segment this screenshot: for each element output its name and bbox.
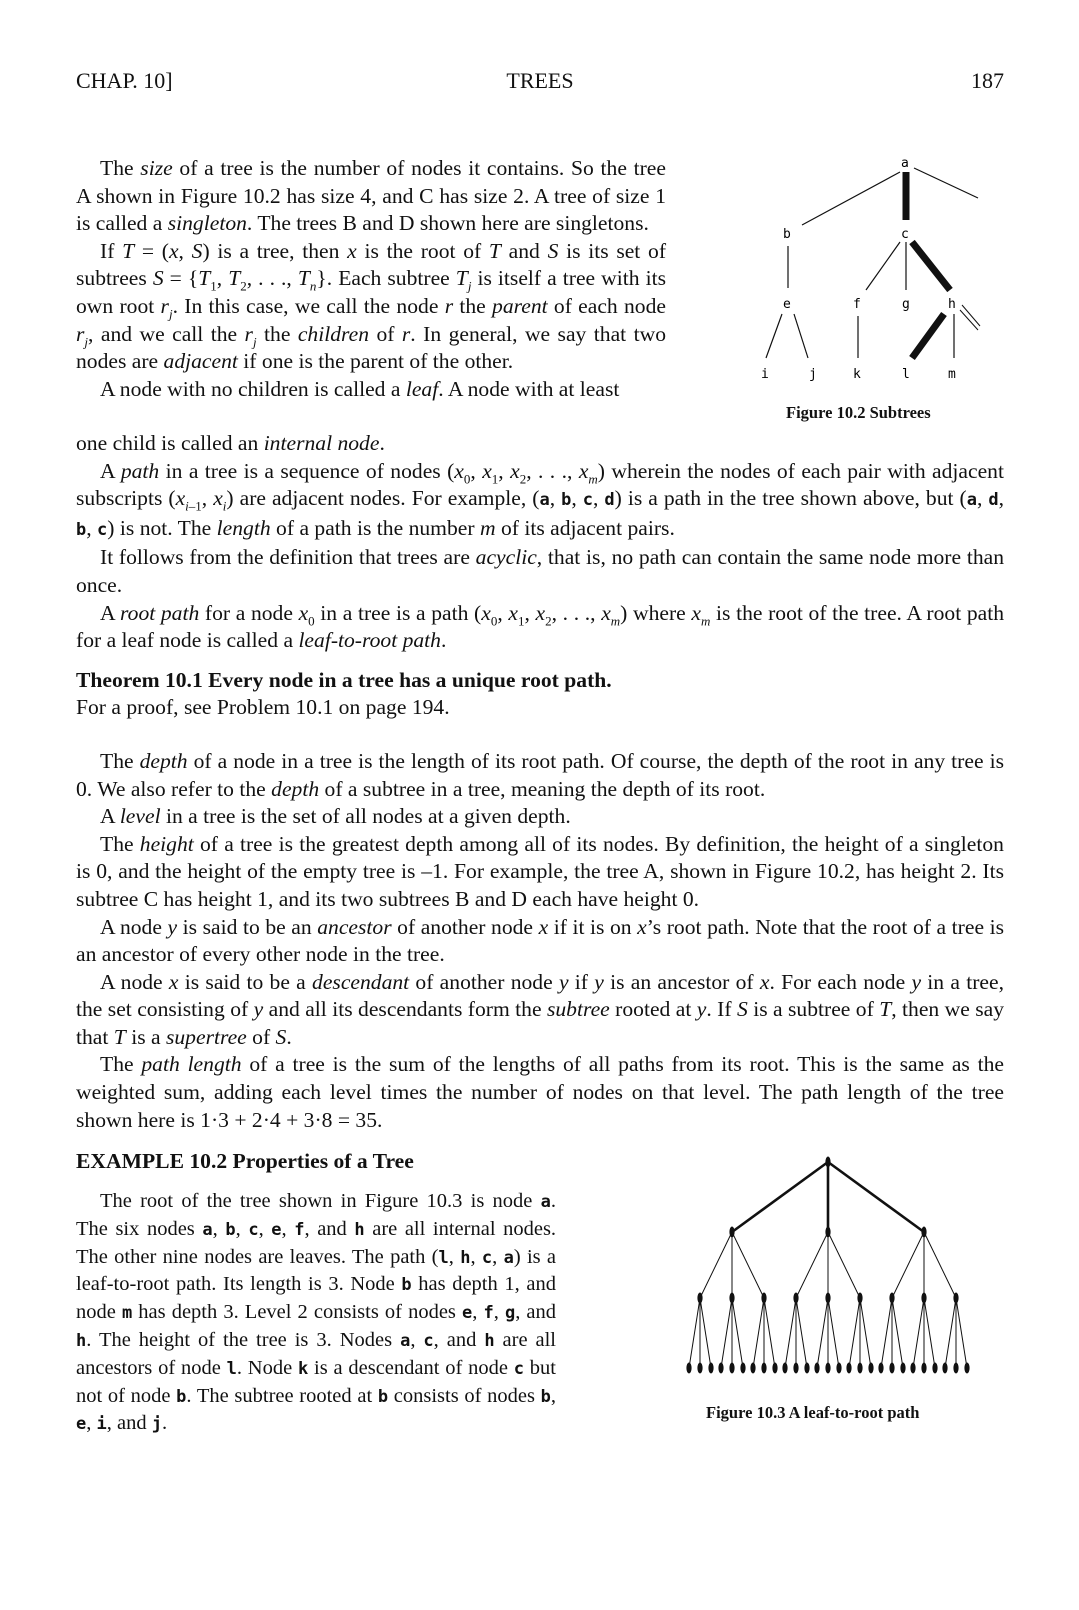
para-depth: The depth of a node in a tree is the length of its root path. Of course, the depth of the root in any tree is 0. We also refer to the depth of a subtree in a tree, meaning the depth of its root. xyxy=(76,748,1004,801)
tree-leaf-node xyxy=(825,1363,830,1374)
tree-leaf-node xyxy=(889,1363,894,1374)
tree-node xyxy=(953,1293,958,1304)
tree-leaf-node xyxy=(942,1363,947,1374)
example-text xyxy=(76,1188,556,1438)
tree-leaf-node xyxy=(761,1363,766,1374)
para-path-length: The path length of a tree is the sum of the lengths of all paths from its root. This is the same as the weighted sum, adding each level times the number of nodes on that level. The path length of the tree shown here is 1·3 + 2·4 + 3·8 = 35. xyxy=(76,1052,1004,1132)
chapter-label: CHAP. 10] xyxy=(76,68,173,93)
para-subtrees: If T = (x, S) is a tree, then x is the root of T and S is its set of subtrees $S = \{T_1$, $T_2$, . . ., $T_n$}. Each subtree $T_j$ is itself a tree with its own root $r_j$. In this case, we call the node r the parent of each node $r_j$, and we call the $r_j$ the children of r. In general, we say that two nodes are adjacent if one is the parent of the other. xyxy=(76,238,667,374)
tree-leaf-node xyxy=(857,1363,862,1374)
para-level: A level in a tree is the set of all nodes at a given depth. xyxy=(100,804,571,829)
tree-leaf-node xyxy=(836,1363,841,1374)
tree-leaf-node xyxy=(921,1363,926,1374)
main-text xyxy=(76,430,1004,1176)
intro-text xyxy=(76,155,666,403)
figure-10-2-caption: Figure 10.2 Subtrees xyxy=(786,403,931,422)
tree-leaf-node xyxy=(697,1363,702,1374)
tree-edge xyxy=(924,1232,956,1298)
tree-edge xyxy=(828,1162,924,1232)
para-path: A path in a tree is a sequence of nodes ($x_0$, $x_1$, $x_2$, . . ., $x_m$) wherein the nodes of each pair with adjacent subscripts ($x_{i-1}$, $x_i$) are adjacent nodes. For example, (a, b, c, d) is a path in the tree shown above, but (a, d, b, c) is not. The length of a path is the number m of its adjacent pairs. xyxy=(76,458,1005,540)
tree-leaf-node xyxy=(846,1363,851,1374)
figure-10-3 xyxy=(670,1150,1010,1390)
node-j: j xyxy=(809,367,817,382)
tree-leaf-node xyxy=(953,1363,958,1374)
tree-edge xyxy=(828,1232,860,1298)
tree-leaf-node xyxy=(793,1363,798,1374)
theorem-proof: For a proof, see Problem 10.1 on page 194. xyxy=(76,695,450,720)
node-i: i xyxy=(761,367,769,382)
running-title: TREES xyxy=(506,68,574,93)
tree-node xyxy=(921,1293,926,1304)
tree-edge xyxy=(753,1298,764,1368)
tree-edge xyxy=(700,1298,711,1368)
para-ancestor: A node y is said to be an ancestor of another node x if it is on x’s root path. Note that the root of a tree is an ancestor of every other node in the tree. xyxy=(76,914,1004,967)
tree-edge xyxy=(732,1298,743,1368)
tree-edge xyxy=(881,1298,892,1368)
tree-node xyxy=(729,1227,734,1238)
example-body: The root of the tree shown in Figure 10.3 is node a. The six nodes a, b, c, e, f, and h are all internal nodes. The other nine nodes are leaves. The path (l, h, c, a) is a leaf-to-root path. Its length is 3. Node b has depth 1, and node m has depth 3. Level 2 consists of nodes e, f, g, and h. The height of the tree is 3. Nodes a, c, and h are all ancestors of node l. Node k is a descendant of node c but not of node b. The subtree rooted at b consists of nodes b, e, i, and j. xyxy=(76,1190,557,1435)
node-a: a xyxy=(901,156,909,171)
tree-leaf-node xyxy=(772,1363,777,1374)
tree-node xyxy=(697,1293,702,1304)
para-acyclic: It follows from the definition that trees are acyclic, that is, no path can contain the same node more than once. xyxy=(76,545,1004,597)
tree-leaf-node xyxy=(718,1363,723,1374)
tree-leaf-node xyxy=(729,1363,734,1374)
tree-edge xyxy=(700,1232,732,1298)
para-internal-node: one child is called an internal node. xyxy=(76,431,385,455)
tree-edge xyxy=(828,1298,839,1368)
tree-leaf-node xyxy=(814,1363,819,1374)
tree-edge xyxy=(817,1298,828,1368)
node-h: h xyxy=(948,297,956,312)
tree-edge xyxy=(785,1298,796,1368)
tree-node xyxy=(729,1293,734,1304)
tree-edge xyxy=(796,1232,828,1298)
node-f: f xyxy=(853,297,861,312)
tree-edge xyxy=(721,1298,732,1368)
tree-edge xyxy=(892,1232,924,1298)
node-m: m xyxy=(948,367,956,382)
tree-leaf-node xyxy=(782,1363,787,1374)
para-leaf: A node with no children is called a leaf. A node with at least xyxy=(100,376,620,401)
node-b: b xyxy=(783,227,791,242)
tree-leaf-node xyxy=(686,1363,691,1374)
tree-edge xyxy=(860,1298,871,1368)
tree-leaf-node xyxy=(750,1363,755,1374)
node-l: l xyxy=(902,367,910,382)
figure-10-2 xyxy=(740,150,1020,390)
page-number: 187 xyxy=(971,68,1004,93)
tree-edge xyxy=(732,1162,828,1232)
para-root-path: A root path for a node $x_0$ in a tree is a path ($x_0$, $x_1$, $x_2$, . . ., $x_m$) where $x_m$ is the root of the tree. A root path for a leaf node is called a leaf-to-root path. xyxy=(76,600,1005,653)
tree-node xyxy=(921,1227,926,1238)
tree-leaf-node xyxy=(868,1363,873,1374)
tree-node xyxy=(825,1227,830,1238)
tree-leaf-node xyxy=(708,1363,713,1374)
tree-edge xyxy=(796,1298,807,1368)
node-g: g xyxy=(902,297,910,312)
tree-node xyxy=(761,1293,766,1304)
tree-edge xyxy=(945,1298,956,1368)
tree-leaf-node xyxy=(740,1363,745,1374)
tree-edge xyxy=(956,1298,967,1368)
tree-node xyxy=(857,1293,862,1304)
node-e: e xyxy=(783,297,791,312)
tree-node xyxy=(825,1293,830,1304)
node-k: k xyxy=(853,367,861,382)
tree-edge xyxy=(764,1298,775,1368)
tree-edge xyxy=(849,1298,860,1368)
tree-node xyxy=(889,1293,894,1304)
tree-leaf-node xyxy=(900,1363,905,1374)
tree-edge xyxy=(732,1232,764,1298)
para-descendant: A node x is said to be a descendant of another node y if y is an ancestor of x. For each node y in a tree, the set consisting of y and all its descendants form the subtree rooted at y. If S is a subtree of T, then we say that T is a supertree of S. xyxy=(76,969,1005,1049)
tree-leaf-node xyxy=(910,1363,915,1374)
page-header xyxy=(76,68,1004,98)
tree-leaf-node xyxy=(878,1363,883,1374)
node-c: c xyxy=(901,227,909,242)
tree-root-node xyxy=(825,1157,830,1168)
example-title: EXAMPLE 10.2 Properties of a Tree xyxy=(76,1149,414,1174)
tree-leaf-node xyxy=(932,1363,937,1374)
figure-10-3-caption: Figure 10.3 A leaf-to-root path xyxy=(706,1403,920,1422)
para-height: The height of a tree is the greatest depth among all of its nodes. By definition, the height of a singleton is 0, and the height of the empty tree is –1. For example, the tree A, shown in Figure 10.2, has height 2. Its subtree C has height 1, and its two subtrees B and D each have height 0. xyxy=(76,831,1004,911)
para-size: The size of a tree is the number of nodes it contains. So the tree A shown in Figure 10.2 has size 4, and C has size 2. A tree of size 1 is called a singleton. The trees B and D shown here are singletons. xyxy=(76,156,666,236)
tree-edge xyxy=(913,1298,924,1368)
tree-leaf-node xyxy=(964,1363,969,1374)
tree-node xyxy=(793,1293,798,1304)
tree-edge xyxy=(924,1298,935,1368)
tree-leaf-node xyxy=(804,1363,809,1374)
tree-edge xyxy=(892,1298,903,1368)
tree-edge xyxy=(689,1298,700,1368)
theorem-title: Theorem 10.1 Every node in a tree has a unique root path. xyxy=(76,667,612,692)
